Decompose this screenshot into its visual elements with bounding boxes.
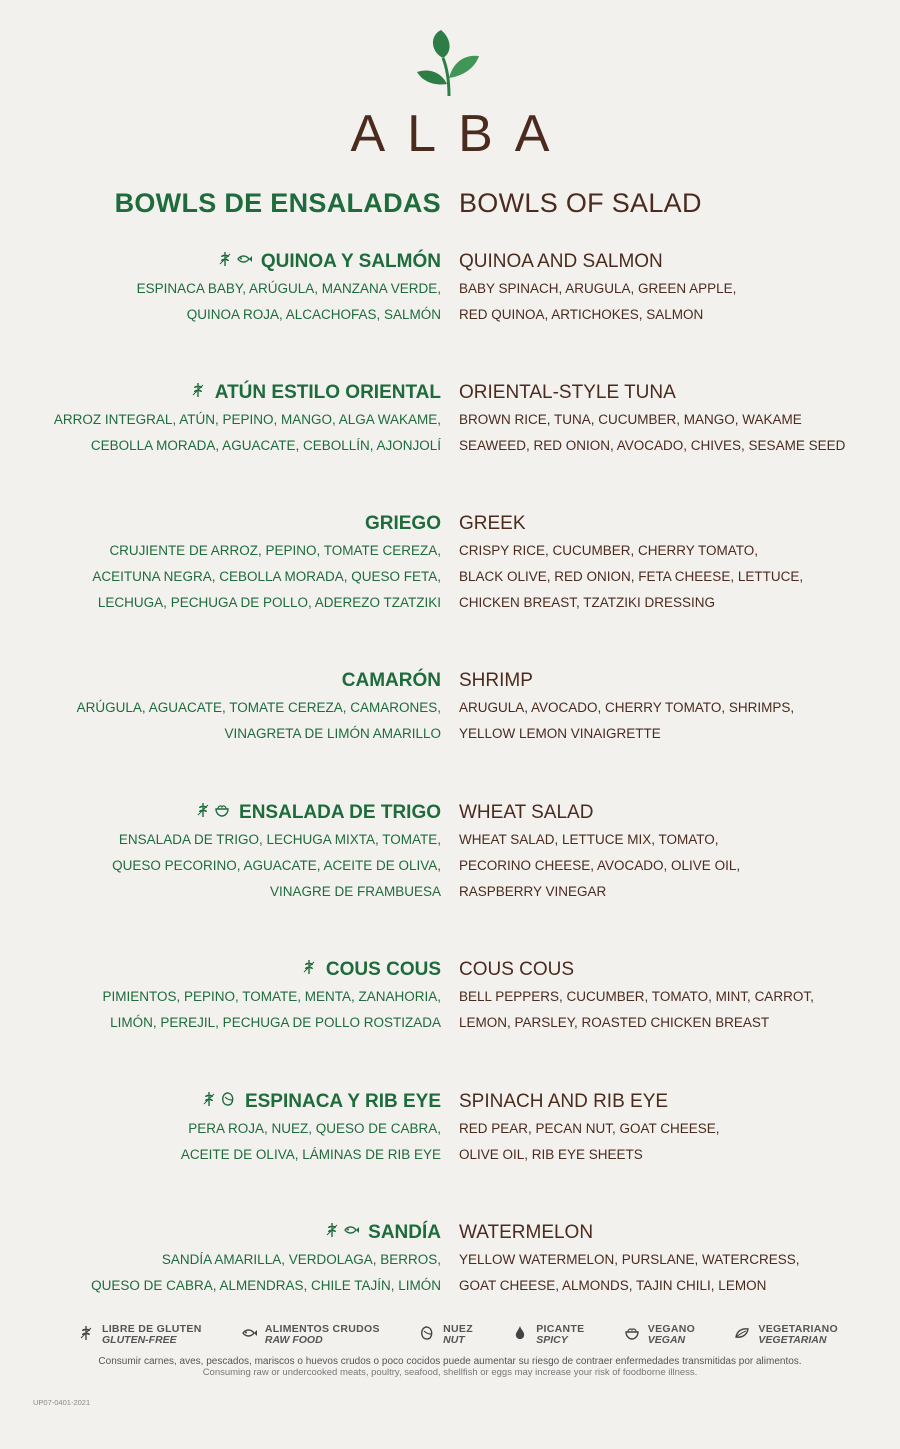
item-title-es: SANDÍA (368, 1222, 441, 1243)
menu-item-en (459, 379, 879, 459)
menu-item-desc-en (459, 827, 879, 905)
desc-line: ARROZ INTEGRAL, ATÚN, PEPINO, MANGO, ALGA WAKAME, (53, 412, 441, 427)
diet-icons (217, 251, 252, 273)
item-title-es: ENSALADA DE TRIGO (239, 802, 441, 823)
legend-text (443, 1324, 473, 1346)
section-title-es: BOWLS DE ENSALADAS (114, 188, 441, 218)
legend-label-en: SPICY (536, 1334, 568, 1346)
legend-text (102, 1324, 202, 1346)
desc-line: CHICKEN BREAST, TZATZIKI DRESSING (459, 595, 716, 610)
menu-item-name-en: SPINACH AND RIB EYE (459, 1091, 669, 1112)
gluten-free-icon (195, 802, 211, 824)
legend-label-es: PICANTE (536, 1323, 585, 1335)
legend-item (734, 1320, 838, 1350)
menu-item-name-es (1, 248, 441, 276)
menu-item-desc-en (459, 1247, 879, 1299)
legend-label-es: LIBRE DE GLUTEN (102, 1323, 202, 1335)
desc-line: ACEITUNA NEGRA, CEBOLLA MORADA, QUESO FETA, (92, 569, 441, 584)
menu-item-en (459, 667, 879, 747)
desc-line: CEBOLLA MORADA, AGUACATE, CEBOLLÍN, AJONJOLÍ (90, 438, 441, 453)
legend-item (624, 1320, 695, 1350)
menu-item-desc-es (1, 1247, 441, 1299)
menu-item-es (1, 510, 441, 616)
menu-item-es (1, 667, 441, 747)
brand-logo: ALBA (350, 105, 572, 163)
nut-icon (419, 1325, 435, 1346)
item-title-es: ATÚN ESTILO ORIENTAL (214, 382, 441, 403)
desc-line: PECORINO CHEESE, AVOCADO, OLIVE OIL, (459, 858, 741, 873)
gluten-free-icon (217, 251, 233, 273)
menu-item-name-en: ORIENTAL-STYLE TUNA (459, 382, 676, 403)
legend-label-en: NUT (443, 1334, 465, 1346)
disclaimer-es: Consumir carnes, aves, pescados, mariscos o huevos crudos o poco cocidos puede aumentar su riesgo de contraer enfermedades transmitidas por alimentos. (98, 1356, 802, 1367)
vegan-icon (624, 1325, 640, 1346)
desc-line: GOAT CHEESE, ALMONDS, TAJIN CHILI, LEMON (459, 1278, 767, 1293)
menu-item-en (459, 1219, 879, 1299)
menu-item-en (459, 956, 879, 1036)
desc-line: RED PEAR, PECAN NUT, GOAT CHEESE, (459, 1121, 720, 1136)
item-title-es: CAMARÓN (341, 670, 441, 691)
menu-item-desc-es (1, 827, 441, 905)
desc-line: LEMON, PARSLEY, ROASTED CHICKEN BREAST (459, 1015, 770, 1030)
desc-line: ARUGULA, AVOCADO, CHERRY TOMATO, SHRIMPS, (459, 700, 795, 715)
disclaimer-en: Consuming raw or undercooked meats, poultry, seafood, shellfish or eggs may increase your risk of foodborne illness. (202, 1367, 698, 1378)
desc-line: ESPINACA BABY, ARÚGULA, MANZANA VERDE, (136, 281, 441, 296)
menu-item-desc-en (459, 1116, 879, 1168)
desc-line: YELLOW LEMON VINAIGRETTE (459, 726, 661, 741)
desc-line: LIMÓN, PEREJIL, PECHUGA DE POLLO ROSTIZADA (110, 1015, 441, 1030)
raw-food-icon (241, 1325, 257, 1346)
menu-item-name-es (1, 1088, 441, 1116)
gluten-free-icon (190, 382, 206, 404)
legend-label-es: VEGANO (647, 1323, 696, 1335)
menu-item-desc-es (1, 538, 441, 616)
menu-item-es (1, 248, 441, 328)
menu-item-desc-en (459, 984, 879, 1036)
menu-item-es (1, 379, 441, 459)
desc-line: SANDÍA AMARILLA, VERDOLAGA, BERROS, (161, 1252, 441, 1267)
desc-line: YELLOW WATERMELON, PURSLANE, WATERCRESS, (459, 1252, 800, 1267)
vegan-icon (214, 802, 230, 824)
desc-line: SEAWEED, RED ONION, AVOCADO, CHIVES, SESAME SEED (459, 438, 846, 453)
desc-line: BLACK OLIVE, RED ONION, FETA CHEESE, LETTUCE, (459, 569, 804, 584)
raw-food-icon (236, 251, 252, 273)
section-title-en: BOWLS OF SALAD (459, 188, 702, 218)
desc-line: VINAGRE DE FRAMBUESA (269, 884, 441, 899)
desc-line: CRUJIENTE DE ARROZ, PEPINO, TOMATE CEREZA, (109, 543, 441, 558)
spicy-icon (512, 1325, 528, 1346)
legend-item (78, 1320, 202, 1350)
desc-line: RED QUINOA, ARTICHOKES, SALMON (459, 307, 704, 322)
desc-line: QUESO DE CABRA, ALMENDRAS, CHILE TAJÍN, LIMÓN (91, 1278, 441, 1293)
desc-line: PERA ROJA, NUEZ, QUESO DE CABRA, (188, 1121, 441, 1136)
logo-leaf-icon (413, 28, 487, 98)
menu-item-es (1, 799, 441, 905)
desc-line: LECHUGA, PECHUGA DE POLLO, ADEREZO TZATZIKI (97, 595, 441, 610)
desc-line: ACEITE DE OLIVA, LÁMINAS DE RIB EYE (180, 1147, 441, 1162)
desc-line: BABY SPINACH, ARUGULA, GREEN APPLE, (459, 281, 737, 296)
menu-item-name-en: COUS COUS (459, 959, 575, 980)
menu-item-name-es (1, 667, 441, 695)
gluten-free-icon (301, 959, 317, 981)
diet-icons (324, 1222, 359, 1244)
desc-line: QUINOA ROJA, ALCACHOFAS, SALMÓN (186, 307, 441, 322)
section-header (0, 188, 900, 224)
menu-item-name-es (1, 799, 441, 827)
nut-icon (220, 1091, 236, 1113)
desc-line: RASPBERRY VINEGAR (459, 884, 607, 899)
document-code: UP07-0401-2021 (33, 1398, 91, 1407)
menu-item-desc-en (459, 538, 879, 616)
menu-item-es (1, 1219, 441, 1299)
menu-item-desc-en (459, 407, 879, 459)
disclaimer (0, 1356, 900, 1378)
desc-line: PIMIENTOS, PEPINO, TOMATE, MENTA, ZANAHORIA, (102, 989, 441, 1004)
diet-icons (201, 1091, 236, 1113)
gluten-free-icon (78, 1325, 94, 1346)
legend-item (512, 1320, 584, 1350)
desc-line: VINAGRETA DE LIMÓN AMARILLO (224, 726, 441, 741)
legend-label-en: VEGAN (647, 1334, 686, 1346)
desc-line: BROWN RICE, TUNA, CUCUMBER, MANGO, WAKAME (459, 412, 802, 427)
legend-label-es: ALIMENTOS CRUDOS (264, 1323, 380, 1335)
menu-item-en (459, 248, 879, 328)
legend-label-en: GLUTEN-FREE (102, 1334, 177, 1346)
menu-item-name-en: WHEAT SALAD (459, 802, 594, 823)
legend-text (648, 1324, 695, 1346)
legend-label-en: RAW FOOD (264, 1334, 323, 1346)
menu-item-name-en: WATERMELON (459, 1222, 594, 1243)
item-title-es: ESPINACA Y RIB EYE (244, 1091, 441, 1112)
menu-item-es (1, 1088, 441, 1168)
legend-text (536, 1324, 584, 1346)
legend-label-es: VEGETARIANO (758, 1323, 838, 1335)
desc-line: BELL PEPPERS, CUCUMBER, TOMATO, MINT, CARROT, (459, 989, 814, 1004)
item-title-es: QUINOA Y SALMÓN (260, 251, 441, 272)
desc-line: CRISPY RICE, CUCUMBER, CHERRY TOMATO, (459, 543, 759, 558)
menu-item-en (459, 1088, 879, 1168)
legend-label-es: NUEZ (443, 1323, 473, 1335)
legend-item (419, 1320, 473, 1350)
desc-line: QUESO PECORINO, AGUACATE, ACEITE DE OLIVA, (112, 858, 441, 873)
menu-item-desc-en (459, 276, 879, 328)
desc-line: OLIVE OIL, RIB EYE SHEETS (459, 1147, 643, 1162)
diet-icons (301, 959, 317, 981)
desc-line: WHEAT SALAD, LETTUCE MIX, TOMATO, (459, 832, 719, 847)
menu-item-desc-es (1, 407, 441, 459)
menu-item-desc-es (1, 276, 441, 328)
legend-text (758, 1324, 838, 1346)
gluten-free-icon (201, 1091, 217, 1113)
menu-item-name-en: GREEK (459, 513, 526, 534)
desc-line: ARÚGULA, AGUACATE, TOMATE CEREZA, CAMARONES, (76, 700, 441, 715)
item-title-es: COUS COUS (325, 959, 441, 980)
raw-food-icon (343, 1222, 359, 1244)
legend-label-en: VEGETARIAN (758, 1334, 827, 1346)
legend (78, 1320, 838, 1350)
gluten-free-icon (324, 1222, 340, 1244)
item-title-es: GRIEGO (364, 513, 441, 534)
legend-text (265, 1324, 380, 1346)
legend-item (241, 1320, 380, 1350)
menu-item-name-es (1, 379, 441, 407)
menu-item-desc-en (459, 695, 879, 747)
diet-icons (190, 382, 206, 404)
menu-item-name-es (1, 1219, 441, 1247)
menu-item-name-es (1, 956, 441, 984)
desc-line: ENSALADA DE TRIGO, LECHUGA MIXTA, TOMATE, (118, 832, 441, 847)
menu-item-desc-es (1, 695, 441, 747)
menu-item-name-en: SHRIMP (459, 670, 533, 691)
menu-item-en (459, 510, 879, 616)
menu-item-desc-es (1, 984, 441, 1036)
menu-item-name-en: QUINOA AND SALMON (459, 251, 663, 272)
diet-icons (195, 802, 230, 824)
menu-item-es (1, 956, 441, 1036)
vegetarian-icon (734, 1325, 750, 1346)
menu-item-desc-es (1, 1116, 441, 1168)
menu-item-name-es (1, 510, 441, 538)
menu-item-en (459, 799, 879, 905)
